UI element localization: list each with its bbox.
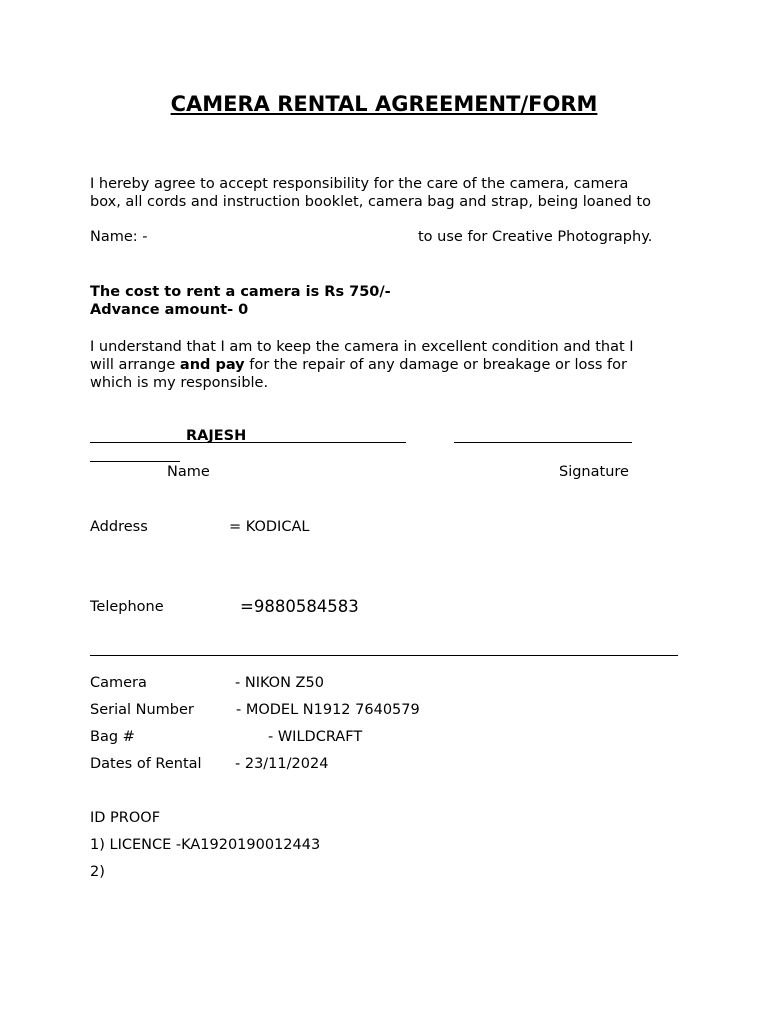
name-label: Name: - — [90, 229, 148, 245]
intro-line-1: I hereby agree to accept responsibility for the care of the camera, camera — [90, 176, 629, 192]
understand-line-1: I understand that I am to keep the camera in excellent condition and that I — [90, 339, 634, 355]
cost-line: The cost to rent a camera is Rs 750/- — [90, 284, 391, 300]
name-line-suffix: to use for Creative Photography. — [418, 229, 653, 245]
intro-paragraph — [90, 175, 690, 211]
serial-number-value: - MODEL N1912 7640579 — [236, 702, 420, 718]
telephone-value: =9880584583 — [240, 597, 359, 616]
telephone-label: Telephone — [90, 599, 164, 615]
page-title: CAMERA RENTAL AGREEMENT/FORM — [170, 92, 598, 116]
signature-caption: Signature — [559, 464, 629, 480]
name-underline-continued — [90, 461, 180, 462]
understand-paragraph — [90, 338, 690, 392]
id-proof-item-1: 1) LICENCE -KA1920190012443 — [90, 837, 321, 853]
understand-line-2-start: will arrange — [90, 357, 180, 373]
name-underline — [90, 442, 406, 443]
understand-line-3: which is my responsible. — [90, 375, 269, 391]
intro-line-2: box, all cords and instruction booklet, camera bag and strap, being loaned to — [90, 194, 652, 210]
rental-dates-label: Dates of Rental — [90, 756, 202, 772]
address-value: = KODICAL — [229, 519, 310, 535]
rental-dates-value: - 23/11/2024 — [235, 756, 329, 772]
signature-underline — [454, 442, 632, 443]
bag-value: - WILDCRAFT — [268, 729, 363, 745]
serial-number-label: Serial Number — [90, 702, 194, 718]
advance-line: Advance amount- 0 — [90, 302, 249, 318]
address-label: Address — [90, 519, 148, 535]
section-divider — [90, 655, 678, 656]
bag-label: Bag # — [90, 729, 135, 745]
camera-label: Camera — [90, 675, 147, 691]
renter-name-value: RAJESH — [186, 428, 247, 444]
understand-line-2-end: for the repair of any damage or breakage or loss for — [244, 357, 627, 373]
camera-value: - NIKON Z50 — [235, 675, 324, 691]
understand-line-2 — [90, 356, 690, 374]
and-pay-emphasis: and pay — [179, 357, 245, 373]
cost-block — [90, 283, 690, 319]
id-proof-heading: ID PROOF — [90, 810, 161, 826]
id-proof-item-2: 2) — [90, 864, 105, 880]
name-caption: Name — [167, 464, 210, 480]
